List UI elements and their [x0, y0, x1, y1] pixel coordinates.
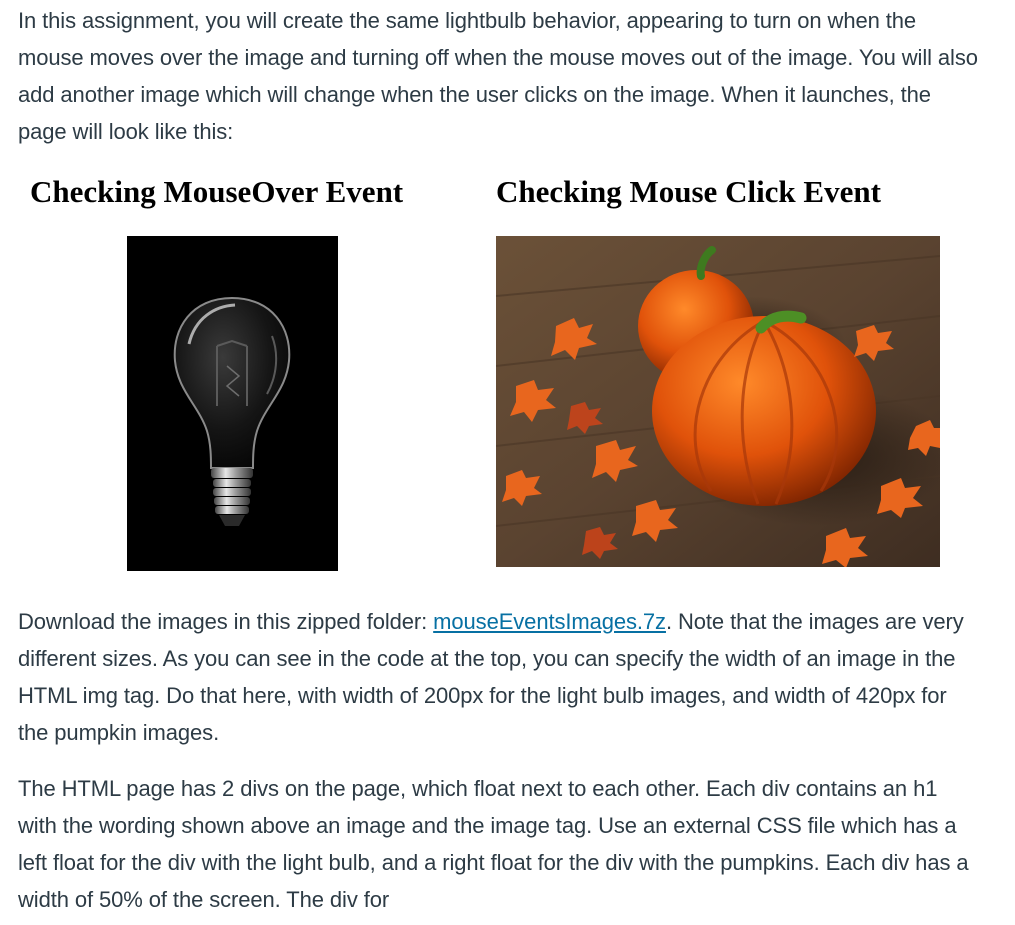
- download-text-after-link: . Note that the images are very different sizes. As you can see in the code at the top, you can specify the width of an image in the HTML img tag. Do that here, with width of 200px for the light bulb images, and width of 420px for the pumpkin images.: [18, 609, 964, 745]
- intro-paragraph: In this assignment, you will create the same lightbulb behavior, appearing to turn on when the mouse moves over the image and turning off when the mouse moves out of the image. You will also add another image which will change when the user clicks on the image. When it launches, the page will look like this:: [18, 8, 978, 144]
- images-archive-link[interactable]: mouseEventsImages.7z: [433, 609, 666, 634]
- download-paragraph: [18, 603, 978, 751]
- layout-paragraph: The HTML page has 2 divs on the page, which float next to each other. Each div contains an h1 with the wording shown above an image and the image tag. Use an external CSS file which has a left float for the div with the light bulb, and a right float for the div with the pumpkins. Each div has a width of 50% of the screen. The div for: [18, 776, 969, 912]
- mouse-click-heading: Checking Mouse Click Event: [496, 174, 881, 209]
- lightbulb-image[interactable]: [127, 236, 338, 571]
- mouseover-heading: Checking MouseOver Event: [30, 174, 404, 209]
- pumpkin-image[interactable]: [496, 236, 940, 567]
- pumpkin-icon: [496, 236, 940, 567]
- download-text-before-link: Download the images in this zipped folder:: [18, 609, 434, 634]
- lightbulb-icon: [127, 236, 338, 571]
